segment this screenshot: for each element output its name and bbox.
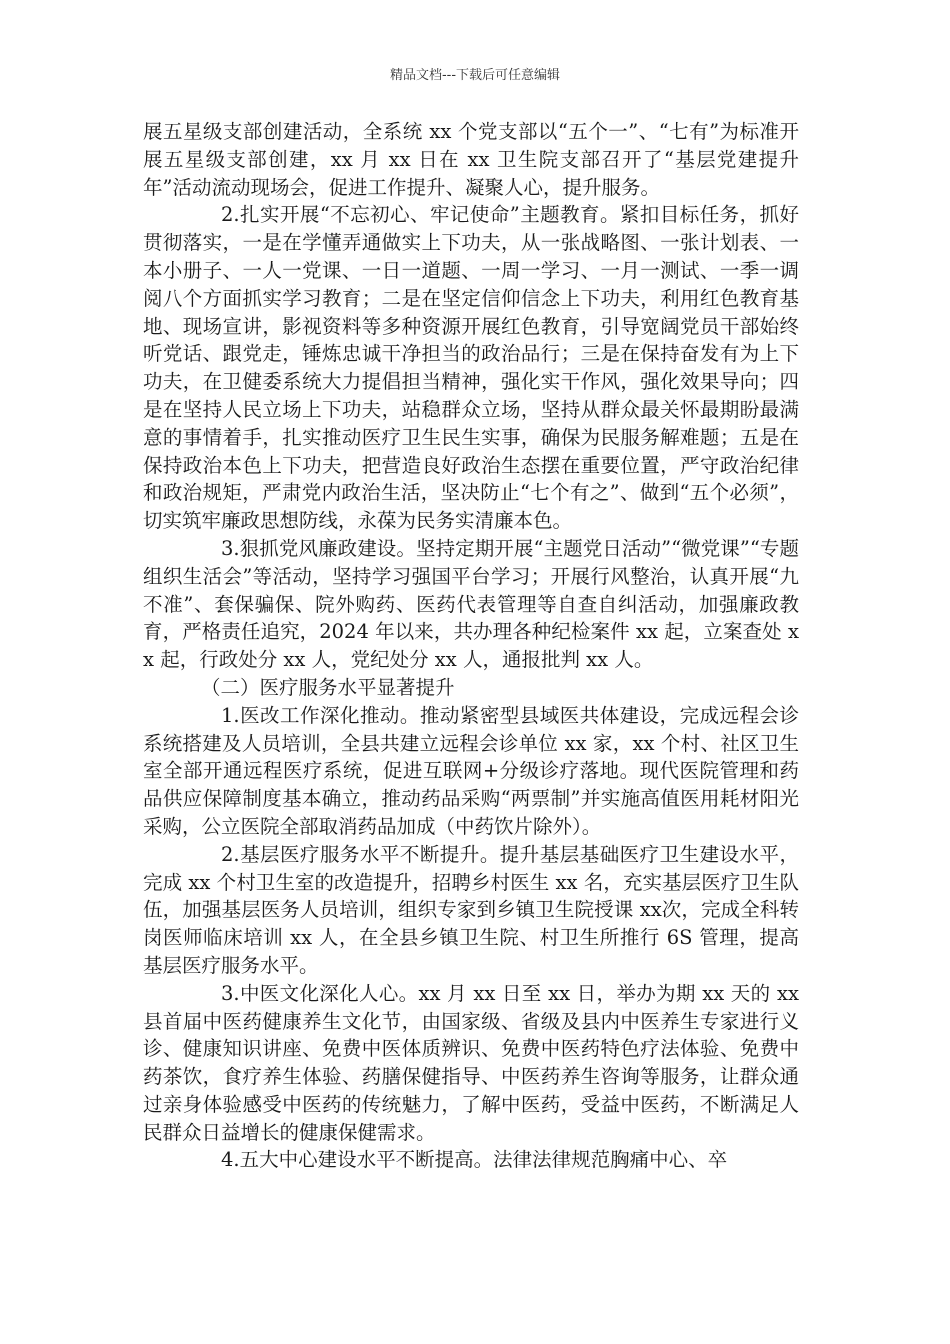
paragraph-five-centers: 4.五大中心建设水平不断提高。法律法律规范胸痛中心、卒 (221, 1148, 728, 1172)
paragraph-theme-education: 2.扎实开展“不忘初心、牢记使命”主题教育。紧扣目标任务，抓好贯彻落实，一是在学懂弄通做实上下功夫，从一张战略图、一张计划表、一本小册子、一人一党课、一日一道题、一周一学习、一月一测试、一季一调阅八个方面抓实学习教育；二是在坚定信仰信念上下功夫，利用红色教育基地、现场宣讲，影视资料等多种资源开展红色教育，引导宽阔党员干部始终听党话、跟党走，锤炼忠诚干净担当的政治品行；三是在保持奋发有为上下功夫，在卫健委系统大力提倡担当精神，强化实干作风，强化效果导向；四是在坚持人民立场上下功夫，站稳群众立场，坚持从群众最关怀最期盼最满意的事情着手，扎实推动医疗卫生民生实事，确保为民服务解难题；五是在保持政治本色上下功夫，把营造良好政治生态摆在重要位置，严守政治纪律和政治规矩，严肃党内政治生活，坚决防止“七个有之”、做到“五个必须”，切实筑牢廉政思想防线，永葆为民务实清廉本色。 (143, 203, 799, 533)
paragraph-tcm-culture: 3.中医文化深化人心。xx 月 xx 日至 xx 日，举办为期 xx 天的 xx县首届中医药健康养生文化节，由国家级、省级及县内中医养生专家进行义诊、健康知识讲座、免费中医体质辨识、免费中医药特色疗法体验、免费中药茶饮，食疗养生体验、药膳保健指导、中医药养生咨询等服务，让群众通过亲身体验感受中医药的传统魅力，了解中医药，受益中医药，不断满足人民群众日益增长的健康保健需求。 (143, 981, 799, 1144)
paragraph-medical-reform: 1.医改工作深化推动。推动紧密型县域医共体建设，完成远程会诊系统搭建及人员培训，全县共建立远程会诊单位 xx 家，xx 个村、社区卫生室全部开通远程医疗系统，促进互联网+分级诊疗落地。现代医院管理和药品供应保障制度基本确立，推动药品采购“两票制”并实施高值医用耗材阳光采购，公立医院全部取消药品加成（中药饮片除外）。 (143, 703, 799, 838)
section-heading-medical-service: （二）医疗服务水平显著提升 (201, 675, 455, 699)
document-body (143, 118, 799, 1174)
page-header: 精品文档---下载后可任意编辑 (389, 68, 561, 83)
paragraph-party-conduct: 3.狠抓党风廉政建设。坚持定期开展“主题党日活动”“微党课”“专题组织生活会”等活动，坚持学习强国平台学习；开展行风整治，认真开展“九不准”、套保骗保、院外购药、医药代表管理等自查自纠活动，加强廉政教育，严格责任追究，2024 年以来，共办理各种纪检案件 xx 起，立案查处 xx 起，行政处分 xx 人，党纪处分 xx 人，通报批判 xx 人。 (143, 536, 799, 672)
paragraph-grassroots-service: 2.基层医疗服务水平不断提升。提升基层基础医疗卫生建设水平，完成 xx 个村卫生室的改造提升，招聘乡村医生 xx 名，充实基层医疗卫生队伍，加强基层医务人员培训，组织专家到乡镇卫生院授课 xx次，完成全科转岗医师临床培训 xx 人，在全县乡镇卫生院、村卫生所推行 6S 管理，提高基层医疗服务水平。 (143, 842, 799, 977)
paragraph-continuation: 展五星级支部创建活动，全系统 xx 个党支部以“五个一”、“七有”为标准开展五星级支部创建，xx 月 xx 日在 xx 卫生院支部召开了“基层党建提升年”活动流动现场会，促进工作提升、凝聚人心，提升服务。 (143, 120, 799, 199)
